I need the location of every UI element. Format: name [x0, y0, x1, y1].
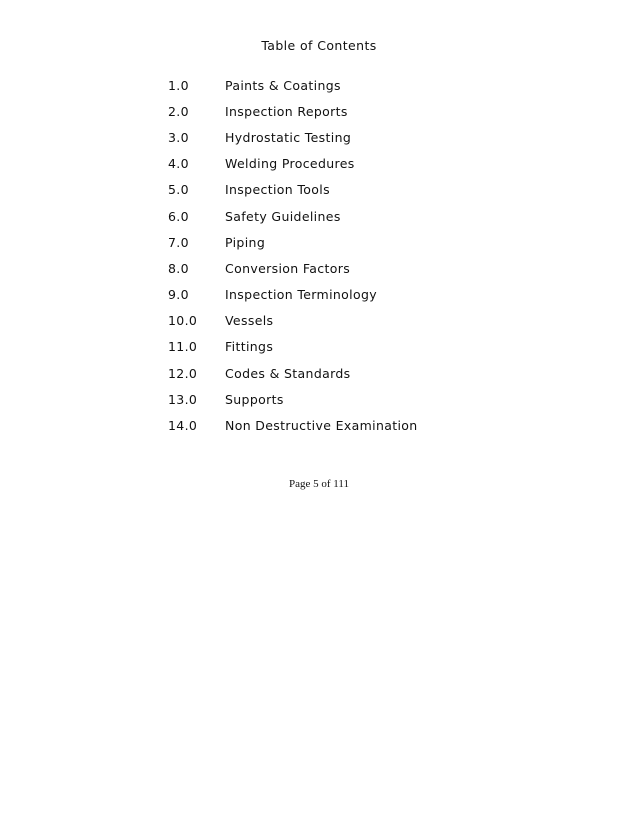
toc-entry-label: Supports: [225, 391, 284, 407]
toc-entry-number: 2.0: [168, 103, 189, 119]
toc-entry: [168, 177, 418, 203]
toc-entry: [168, 360, 418, 386]
toc-entry: [168, 203, 418, 229]
toc-entry-number: 13.0: [168, 391, 198, 407]
toc-entry-label: Inspection Terminology: [225, 287, 378, 303]
toc-entry-label: Vessels: [225, 313, 274, 329]
toc-entry-number: 12.0: [168, 365, 198, 381]
toc-list: [168, 72, 418, 439]
toc-entry-label: Safety Guidelines: [225, 208, 341, 224]
toc-entry: [168, 308, 418, 334]
toc-entry-number: 4.0: [168, 156, 189, 172]
toc-entry: [168, 72, 418, 98]
toc-entry-number: 6.0: [168, 208, 189, 224]
toc-entry-number: 14.0: [168, 418, 198, 434]
toc-entry-number: 3.0: [168, 129, 189, 145]
toc-entry: [168, 255, 418, 281]
toc-entry-label: Non Destructive Examination: [225, 418, 418, 434]
toc-entry-number: 9.0: [168, 287, 189, 303]
toc-entry-label: Paints & Coatings: [225, 77, 341, 93]
page-title: Table of Contents: [261, 38, 377, 53]
toc-entry: [168, 124, 418, 150]
toc-entry-label: Conversion Factors: [225, 260, 351, 276]
toc-entry-number: 8.0: [168, 260, 189, 276]
toc-entry: [168, 386, 418, 412]
toc-entry: [168, 151, 418, 177]
toc-entry-label: Piping: [225, 234, 266, 250]
toc-entry-number: 7.0: [168, 234, 189, 250]
toc-entry-number: 11.0: [168, 339, 198, 355]
toc-entry: [168, 229, 418, 255]
toc-entry: [168, 98, 418, 124]
toc-entry: [168, 282, 418, 308]
toc-entry-label: Fittings: [225, 339, 274, 355]
toc-entry-number: 1.0: [168, 77, 189, 93]
toc-entry-label: Inspection Reports: [225, 103, 348, 119]
toc-entry: [168, 334, 418, 360]
toc-entry: [168, 412, 418, 438]
toc-entry-number: 10.0: [168, 313, 198, 329]
toc-entry-label: Inspection Tools: [225, 182, 330, 198]
toc-entry-label: Hydrostatic Testing: [225, 129, 352, 145]
toc-entry-label: Welding Procedures: [225, 156, 355, 172]
page-number-footer: Page 5 of 111: [289, 478, 349, 490]
toc-entry-number: 5.0: [168, 182, 189, 198]
toc-entry-label: Codes & Standards: [225, 365, 351, 381]
